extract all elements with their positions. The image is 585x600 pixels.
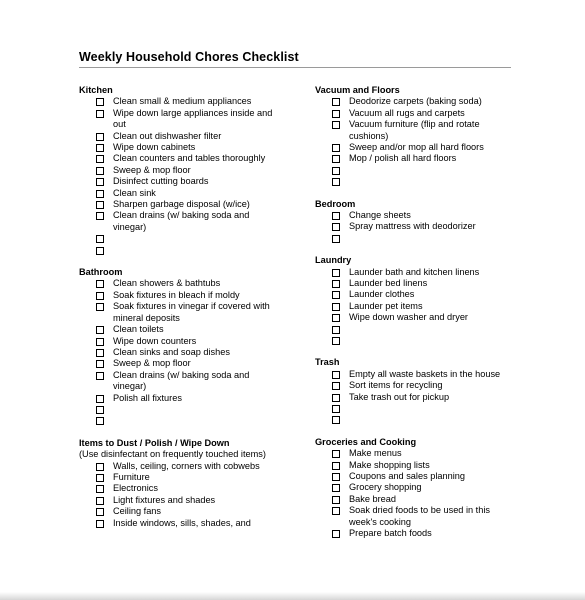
checklist-item (315, 119, 513, 142)
checkbox-icon[interactable] (332, 450, 340, 458)
section-bathroom (79, 267, 279, 427)
checklist-item (79, 131, 279, 142)
checklist-item-label: Clean sink (113, 187, 156, 198)
title-divider (79, 67, 511, 68)
checklist-item-label: Launder clothes (349, 289, 415, 300)
checkbox-icon[interactable] (332, 382, 340, 390)
checklist-item-label: Change sheets (349, 210, 411, 221)
checklist-item-label: Wipe down large appliances inside and out (113, 107, 273, 130)
section-groceries-and-cooking (315, 437, 513, 540)
checkbox-icon[interactable] (332, 314, 340, 322)
checkbox-icon[interactable] (332, 337, 340, 345)
checklist-item (315, 301, 513, 312)
checkbox-icon[interactable] (332, 280, 340, 288)
checkbox-icon[interactable] (96, 463, 104, 471)
checklist-item-label: Clean drains (w/ baking soda and vinegar) (113, 210, 250, 232)
checkbox-icon[interactable] (96, 247, 104, 255)
checklist-item (315, 221, 513, 232)
section-heading: Groceries and Cooking (315, 436, 417, 447)
section-bedroom (315, 199, 513, 245)
document-title: Weekly Household Chores Checklist (79, 50, 299, 64)
checklist-item-label: Sweep & mop floor (113, 358, 191, 369)
checklist-item-label: Furniture (113, 471, 150, 482)
checklist-item (315, 210, 513, 221)
checklist-item (79, 96, 279, 107)
checkbox-icon[interactable] (332, 178, 340, 186)
checkbox-icon[interactable] (96, 520, 104, 528)
checklist-item (315, 460, 513, 471)
checkbox-icon[interactable] (332, 235, 340, 243)
checklist-item-label: Sweep and/or mop all hard floors (349, 142, 484, 153)
checklist-item (79, 472, 279, 483)
checklist-item-label: Soak fixtures in bleach if moldy (113, 289, 240, 300)
checkbox-icon[interactable] (332, 473, 340, 481)
checkbox-icon[interactable] (96, 144, 104, 152)
checklist-item-label: Launder bath and kitchen linens (349, 266, 480, 277)
checklist-item (79, 358, 279, 369)
checklist-item (315, 324, 513, 335)
checklist-item (315, 312, 513, 323)
checkbox-icon[interactable] (332, 212, 340, 220)
checkbox-icon[interactable] (332, 269, 340, 277)
checklist-item (315, 278, 513, 289)
checklist-item (79, 404, 279, 415)
checklist-item (79, 245, 279, 256)
checkbox-icon[interactable] (96, 395, 104, 403)
checklist-item-label: Wipe down counters (113, 335, 197, 346)
section-kitchen (79, 85, 279, 256)
checkbox-icon[interactable] (96, 201, 104, 209)
checkbox-icon[interactable] (96, 110, 104, 118)
checkbox-icon[interactable] (332, 121, 340, 129)
checklist (79, 278, 279, 426)
checklist-item-label: Polish all fixtures (113, 392, 182, 403)
checklist-item-label: Soak dried foods to be used in this week's cooking (349, 505, 490, 527)
checklist-item (79, 483, 279, 494)
right-column (315, 85, 513, 551)
section-heading: Items to Dust / Polish / Wipe Down (79, 437, 230, 448)
checklist-item-label: Deodorize carpets (baking soda) (349, 96, 482, 107)
checklist-item (315, 380, 513, 391)
checklist-item (79, 518, 279, 529)
checkbox-icon[interactable] (96, 474, 104, 482)
checklist-item-label: Sharpen garbage disposal (w/ice) (113, 199, 250, 210)
checklist-item-label: Coupons and sales planning (349, 471, 465, 482)
checklist-item-label: Bake bread (349, 493, 396, 504)
checkbox-icon[interactable] (332, 394, 340, 402)
checklist-item (79, 165, 279, 176)
page-bottom-edge (0, 592, 585, 600)
checklist-item-label: Ceiling fans (113, 506, 162, 517)
checklist-item (79, 108, 279, 131)
checklist-item (79, 142, 279, 153)
checkbox-icon[interactable] (332, 405, 340, 413)
checklist (315, 96, 513, 187)
checkbox-icon[interactable] (332, 110, 340, 118)
checklist-item (315, 289, 513, 300)
checkbox-icon[interactable] (332, 371, 340, 379)
checklist-item (79, 153, 279, 164)
checkbox-icon[interactable] (96, 338, 104, 346)
checkbox-icon[interactable] (332, 303, 340, 311)
checklist-item (315, 153, 513, 164)
checklist-item (315, 392, 513, 403)
checklist-item (315, 494, 513, 505)
checkbox-icon[interactable] (96, 326, 104, 334)
section-trash (315, 357, 513, 425)
checkbox-icon[interactable] (96, 508, 104, 516)
checklist-item (79, 188, 279, 199)
checklist-item-label: Clean drains (w/ baking soda and vinegar) (113, 369, 250, 392)
checkbox-icon[interactable] (332, 326, 340, 334)
section-heading: Bathroom (79, 267, 123, 278)
checklist (315, 267, 513, 347)
checklist (79, 96, 279, 256)
left-column (79, 85, 279, 540)
checklist-item (79, 336, 279, 347)
checklist (79, 461, 279, 529)
checklist-item (315, 142, 513, 153)
checkbox-icon[interactable] (332, 507, 340, 515)
checklist-item-label: Make shopping lists (349, 459, 430, 470)
checklist-item (79, 301, 279, 324)
checklist-item-label: Soak fixtures in vinegar if covered with mineral deposits (113, 301, 270, 323)
checkbox-icon[interactable] (332, 484, 340, 492)
checkbox-icon[interactable] (332, 496, 340, 504)
checklist-item-label: Clean sinks and soap dishes (113, 346, 230, 357)
checkbox-icon[interactable] (332, 291, 340, 299)
section-heading: Bedroom (315, 198, 356, 209)
checklist-item-label: Electronics (113, 483, 158, 494)
checklist-item-label: Clean counters and tables thoroughly (113, 153, 266, 164)
section-laundry (315, 255, 513, 346)
section-heading: Trash (315, 357, 340, 368)
checklist-item-label: Grocery shopping (349, 482, 422, 493)
checklist-item (79, 210, 279, 233)
checkbox-icon[interactable] (332, 144, 340, 152)
checklist-item-label: Sweep & mop floor (113, 164, 191, 175)
checklist-item (79, 290, 279, 301)
checklist-item-label: Take trash out for pickup (349, 391, 450, 402)
checklist-item (79, 393, 279, 404)
checkbox-icon[interactable] (96, 190, 104, 198)
checklist-item (79, 415, 279, 426)
checklist-item (315, 176, 513, 187)
checklist-item-label: Make menus (349, 448, 402, 459)
checklist (315, 210, 513, 244)
checkbox-icon[interactable] (96, 178, 104, 186)
checklist-item (79, 347, 279, 358)
checklist-item-label: Inside windows, sills, shades, and (113, 517, 251, 528)
checklist-item (315, 471, 513, 482)
checklist-item (79, 495, 279, 506)
checklist-item (315, 335, 513, 346)
checklist-item-label: Launder bed linens (349, 278, 428, 289)
checkbox-icon[interactable] (96, 372, 104, 380)
checklist-item-label: Vacuum all rugs and carpets (349, 107, 465, 118)
checklist-item-label: Clean out dishwasher filter (113, 130, 222, 141)
checklist-item-label: Wipe down cabinets (113, 142, 196, 153)
section-items-to-dust-polish-wipe-down (79, 438, 279, 529)
checklist-item (315, 108, 513, 119)
checklist-item (79, 278, 279, 289)
checkbox-icon[interactable] (332, 98, 340, 106)
checkbox-icon[interactable] (96, 133, 104, 141)
checkbox-icon[interactable] (96, 155, 104, 163)
checkbox-icon[interactable] (96, 303, 104, 311)
checkbox-icon[interactable] (332, 167, 340, 175)
checkbox-icon[interactable] (332, 530, 340, 538)
section-heading: Vacuum and Floors (315, 85, 400, 95)
checklist-item-label: Launder pet items (349, 300, 423, 311)
section-heading: Kitchen (79, 85, 113, 95)
checklist-item-label: Empty all waste baskets in the house (349, 368, 501, 379)
checklist-item (315, 165, 513, 176)
checklist-item (315, 233, 513, 244)
checklist-item (315, 96, 513, 107)
checkbox-icon[interactable] (332, 155, 340, 163)
checklist-item (79, 506, 279, 517)
checkbox-icon[interactable] (96, 235, 104, 243)
checkbox-icon[interactable] (96, 292, 104, 300)
checklist-item (315, 403, 513, 414)
checklist-item-label: Prepare batch foods (349, 528, 432, 539)
checkbox-icon[interactable] (332, 416, 340, 424)
checkbox-icon[interactable] (96, 497, 104, 505)
section-heading: Laundry (315, 255, 352, 266)
checklist-item (315, 505, 513, 528)
checkbox-icon[interactable] (96, 98, 104, 106)
checklist-item (79, 370, 279, 393)
checklist-item (315, 528, 513, 539)
checklist-item-label: Clean toilets (113, 324, 164, 335)
checklist-item-label: Walls, ceiling, corners with cobwebs (113, 460, 260, 471)
checkbox-icon[interactable] (96, 212, 104, 220)
checklist-item (315, 448, 513, 459)
checkbox-icon[interactable] (96, 167, 104, 175)
checkbox-icon[interactable] (96, 280, 104, 288)
checkbox-icon[interactable] (96, 417, 104, 425)
checklist-item-label: Sort items for recycling (349, 380, 443, 391)
checklist-item-label: Light fixtures and shades (113, 494, 216, 505)
checkbox-icon[interactable] (96, 349, 104, 357)
checklist (315, 369, 513, 426)
checkbox-icon[interactable] (332, 462, 340, 470)
checklist-item (79, 324, 279, 335)
checkbox-icon[interactable] (96, 360, 104, 368)
checklist-item (79, 233, 279, 244)
checkbox-icon[interactable] (96, 485, 104, 493)
checklist-item-label: Vacuum furniture (flip and rotate cushions) (349, 119, 480, 141)
checklist-item-label: Clean showers & bathtubs (113, 278, 221, 289)
checklist-item (315, 414, 513, 425)
section-note: (Use disinfectant on frequently touched items) (79, 449, 266, 460)
checklist-item (79, 199, 279, 210)
checklist-item-label: Spray mattress with deodorizer (349, 221, 476, 232)
checklist-item (315, 482, 513, 493)
checklist-item (79, 461, 279, 472)
checklist (315, 448, 513, 539)
checklist-item (315, 369, 513, 380)
checklist-item-label: Disinfect cutting boards (113, 176, 209, 187)
checklist-item-label: Wipe down washer and dryer (349, 312, 468, 323)
checklist-item-label: Mop / polish all hard floors (349, 153, 457, 164)
checklist-item-label: Clean small & medium appliances (113, 96, 252, 107)
checkbox-icon[interactable] (332, 223, 340, 231)
checklist-item (315, 267, 513, 278)
checklist-item (79, 176, 279, 187)
section-vacuum-and-floors (315, 85, 513, 188)
checkbox-icon[interactable] (96, 406, 104, 414)
